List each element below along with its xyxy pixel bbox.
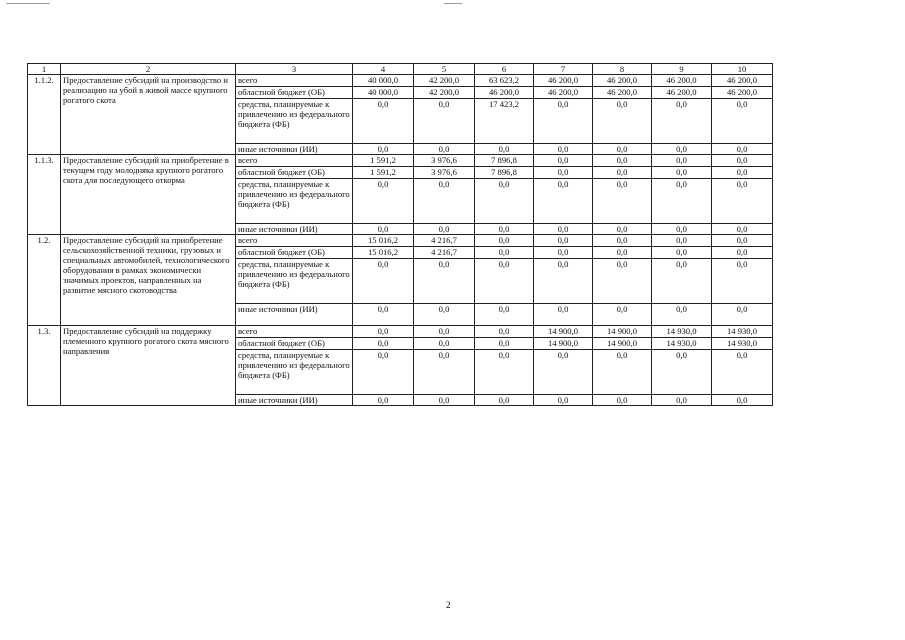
amount-cell: 0,0 bbox=[414, 350, 475, 395]
amount-cell: 0,0 bbox=[534, 144, 593, 155]
amount-cell: 0,0 bbox=[353, 350, 414, 395]
funding-source: всего bbox=[236, 155, 353, 167]
amount-cell: 0,0 bbox=[353, 224, 414, 235]
column-number: 1 bbox=[28, 64, 61, 75]
amount-cell: 14 900,0 bbox=[534, 326, 593, 338]
amount-cell: 1 591,2 bbox=[353, 167, 414, 179]
amount-cell: 0,0 bbox=[414, 326, 475, 338]
amount-cell: 14 900,0 bbox=[534, 338, 593, 350]
amount-cell: 0,0 bbox=[414, 179, 475, 224]
amount-cell: 0,0 bbox=[712, 247, 773, 259]
amount-cell: 15 016,2 bbox=[353, 235, 414, 247]
amount-cell: 0,0 bbox=[593, 144, 652, 155]
amount-cell: 0,0 bbox=[534, 350, 593, 395]
amount-cell: 0,0 bbox=[353, 304, 414, 326]
table-row bbox=[28, 326, 773, 338]
funding-source: средства, планируемые к привлечению из федерального бюджета (ФБ) bbox=[236, 259, 353, 304]
amount-cell: 0,0 bbox=[534, 259, 593, 304]
amount-cell: 46 200,0 bbox=[652, 87, 712, 99]
amount-cell: 0,0 bbox=[652, 304, 712, 326]
amount-cell: 0,0 bbox=[414, 144, 475, 155]
amount-cell: 46 200,0 bbox=[475, 87, 534, 99]
amount-cell: 42 200,0 bbox=[414, 87, 475, 99]
amount-cell: 0,0 bbox=[475, 326, 534, 338]
column-number: 7 bbox=[534, 64, 593, 75]
amount-cell: 14 930,0 bbox=[652, 338, 712, 350]
page-number: 2 bbox=[446, 600, 451, 610]
amount-cell: 14 900,0 bbox=[593, 338, 652, 350]
column-number: 3 bbox=[236, 64, 353, 75]
amount-cell: 46 200,0 bbox=[534, 75, 593, 87]
amount-cell: 46 200,0 bbox=[534, 87, 593, 99]
section-description: Предоставление субсидий на приобретение сельскохозяйственной техники, грузовых и специальных автомобилей, технологического оборудования в рамках экономически значимых проектов, направленных на развитие мясного скотоводства bbox=[61, 235, 236, 326]
column-number: 9 bbox=[652, 64, 712, 75]
section-description: Предоставление субсидий на поддержку племенного крупного рогатого скота мясного направления bbox=[61, 326, 236, 406]
column-number: 6 bbox=[475, 64, 534, 75]
amount-cell: 1 591,2 bbox=[353, 155, 414, 167]
amount-cell: 14 930,0 bbox=[712, 326, 773, 338]
amount-cell: 0,0 bbox=[475, 395, 534, 406]
amount-cell: 63 623,2 bbox=[475, 75, 534, 87]
amount-cell: 15 016,2 bbox=[353, 247, 414, 259]
funding-source: областной бюджет (ОБ) bbox=[236, 87, 353, 99]
amount-cell: 0,0 bbox=[593, 155, 652, 167]
funding-source: всего bbox=[236, 235, 353, 247]
column-number: 4 bbox=[353, 64, 414, 75]
amount-cell: 0,0 bbox=[593, 224, 652, 235]
amount-cell: 0,0 bbox=[593, 167, 652, 179]
amount-cell: 3 976,6 bbox=[414, 167, 475, 179]
amount-cell: 0,0 bbox=[353, 395, 414, 406]
amount-cell: 0,0 bbox=[534, 179, 593, 224]
amount-cell: 0,0 bbox=[475, 224, 534, 235]
amount-cell: 0,0 bbox=[593, 304, 652, 326]
budget-table bbox=[27, 63, 773, 406]
amount-cell: 0,0 bbox=[593, 179, 652, 224]
amount-cell: 46 200,0 bbox=[593, 87, 652, 99]
amount-cell: 0,0 bbox=[652, 99, 712, 144]
funding-source: средства, планируемые к привлечению из федерального бюджета (ФБ) bbox=[236, 99, 353, 144]
amount-cell: 0,0 bbox=[534, 304, 593, 326]
amount-cell: 17 423,2 bbox=[475, 99, 534, 144]
section-code: 1.1.3. bbox=[28, 155, 61, 235]
amount-cell: 0,0 bbox=[593, 259, 652, 304]
amount-cell: 0,0 bbox=[353, 179, 414, 224]
amount-cell: 4 216,7 bbox=[414, 247, 475, 259]
amount-cell: 0,0 bbox=[593, 99, 652, 144]
amount-cell: 0,0 bbox=[353, 144, 414, 155]
amount-cell: 14 900,0 bbox=[593, 326, 652, 338]
amount-cell: 0,0 bbox=[712, 144, 773, 155]
funding-source: областной бюджет (ОБ) bbox=[236, 167, 353, 179]
amount-cell: 0,0 bbox=[414, 338, 475, 350]
amount-cell: 0,0 bbox=[534, 155, 593, 167]
amount-cell: 0,0 bbox=[712, 304, 773, 326]
funding-source: иные источники (ИИ) bbox=[236, 224, 353, 235]
amount-cell: 0,0 bbox=[475, 304, 534, 326]
amount-cell: 46 200,0 bbox=[712, 75, 773, 87]
scan-artifact-line bbox=[6, 3, 50, 4]
amount-cell: 0,0 bbox=[475, 350, 534, 395]
column-number: 10 bbox=[712, 64, 773, 75]
amount-cell: 0,0 bbox=[414, 99, 475, 144]
funding-source: всего bbox=[236, 326, 353, 338]
funding-source: областной бюджет (ОБ) bbox=[236, 247, 353, 259]
funding-source: средства, планируемые к привлечению из федерального бюджета (ФБ) bbox=[236, 179, 353, 224]
amount-cell: 0,0 bbox=[475, 235, 534, 247]
amount-cell: 0,0 bbox=[414, 224, 475, 235]
amount-cell: 0,0 bbox=[712, 395, 773, 406]
amount-cell: 0,0 bbox=[712, 167, 773, 179]
amount-cell: 3 976,6 bbox=[414, 155, 475, 167]
funding-source: всего bbox=[236, 75, 353, 87]
amount-cell: 4 216,7 bbox=[414, 235, 475, 247]
column-number: 5 bbox=[414, 64, 475, 75]
amount-cell: 46 200,0 bbox=[712, 87, 773, 99]
section-description: Предоставление субсидий на производство и реализацию на убой в живой массе крупного рогатого скота bbox=[61, 75, 236, 155]
amount-cell: 0,0 bbox=[593, 235, 652, 247]
amount-cell: 0,0 bbox=[534, 167, 593, 179]
amount-cell: 0,0 bbox=[712, 259, 773, 304]
amount-cell: 0,0 bbox=[652, 167, 712, 179]
amount-cell: 0,0 bbox=[652, 395, 712, 406]
amount-cell: 0,0 bbox=[414, 304, 475, 326]
amount-cell: 0,0 bbox=[652, 155, 712, 167]
amount-cell: 0,0 bbox=[534, 224, 593, 235]
amount-cell: 0,0 bbox=[475, 144, 534, 155]
amount-cell: 0,0 bbox=[712, 99, 773, 144]
scan-artifact-line bbox=[444, 3, 462, 4]
amount-cell: 0,0 bbox=[712, 235, 773, 247]
amount-cell: 0,0 bbox=[534, 395, 593, 406]
amount-cell: 0,0 bbox=[414, 259, 475, 304]
amount-cell: 42 200,0 bbox=[414, 75, 475, 87]
amount-cell: 46 200,0 bbox=[593, 75, 652, 87]
amount-cell: 0,0 bbox=[353, 259, 414, 304]
amount-cell: 0,0 bbox=[652, 144, 712, 155]
amount-cell: 46 200,0 bbox=[652, 75, 712, 87]
amount-cell: 0,0 bbox=[475, 247, 534, 259]
section-code: 1.3. bbox=[28, 326, 61, 406]
section-code: 1.2. bbox=[28, 235, 61, 326]
funding-source: иные источники (ИИ) bbox=[236, 304, 353, 326]
amount-cell: 40 000,0 bbox=[353, 87, 414, 99]
amount-cell: 0,0 bbox=[652, 224, 712, 235]
funding-source: средства, планируемые к привлечению из федерального бюджета (ФБ) bbox=[236, 350, 353, 395]
table-row bbox=[28, 235, 773, 247]
amount-cell: 0,0 bbox=[652, 235, 712, 247]
amount-cell: 0,0 bbox=[593, 350, 652, 395]
amount-cell: 0,0 bbox=[353, 99, 414, 144]
amount-cell: 0,0 bbox=[652, 247, 712, 259]
amount-cell: 0,0 bbox=[652, 179, 712, 224]
amount-cell: 0,0 bbox=[475, 259, 534, 304]
table-row bbox=[28, 75, 773, 87]
section-code: 1.1.2. bbox=[28, 75, 61, 155]
amount-cell: 0,0 bbox=[414, 395, 475, 406]
amount-cell: 0,0 bbox=[353, 338, 414, 350]
amount-cell: 7 896,8 bbox=[475, 167, 534, 179]
amount-cell: 0,0 bbox=[534, 247, 593, 259]
amount-cell: 0,0 bbox=[475, 179, 534, 224]
column-number: 2 bbox=[61, 64, 236, 75]
section-description: Предоставление субсидий на приобретение в текущем году молодняка крупного рогатого скота для последующего откорма bbox=[61, 155, 236, 235]
amount-cell: 0,0 bbox=[593, 247, 652, 259]
amount-cell: 0,0 bbox=[712, 224, 773, 235]
amount-cell: 0,0 bbox=[652, 259, 712, 304]
amount-cell: 0,0 bbox=[353, 326, 414, 338]
amount-cell: 14 930,0 bbox=[652, 326, 712, 338]
funding-source: областной бюджет (ОБ) bbox=[236, 338, 353, 350]
table-row bbox=[28, 155, 773, 167]
amount-cell: 0,0 bbox=[652, 350, 712, 395]
amount-cell: 40 000,0 bbox=[353, 75, 414, 87]
amount-cell: 0,0 bbox=[475, 338, 534, 350]
funding-source: иные источники (ИИ) bbox=[236, 395, 353, 406]
amount-cell: 0,0 bbox=[593, 395, 652, 406]
column-number-row bbox=[28, 64, 773, 75]
amount-cell: 0,0 bbox=[534, 99, 593, 144]
amount-cell: 0,0 bbox=[712, 155, 773, 167]
funding-source: иные источники (ИИ) bbox=[236, 144, 353, 155]
column-number: 8 bbox=[593, 64, 652, 75]
amount-cell: 0,0 bbox=[534, 235, 593, 247]
amount-cell: 0,0 bbox=[712, 179, 773, 224]
amount-cell: 7 896,8 bbox=[475, 155, 534, 167]
amount-cell: 0,0 bbox=[712, 350, 773, 395]
amount-cell: 14 930,0 bbox=[712, 338, 773, 350]
